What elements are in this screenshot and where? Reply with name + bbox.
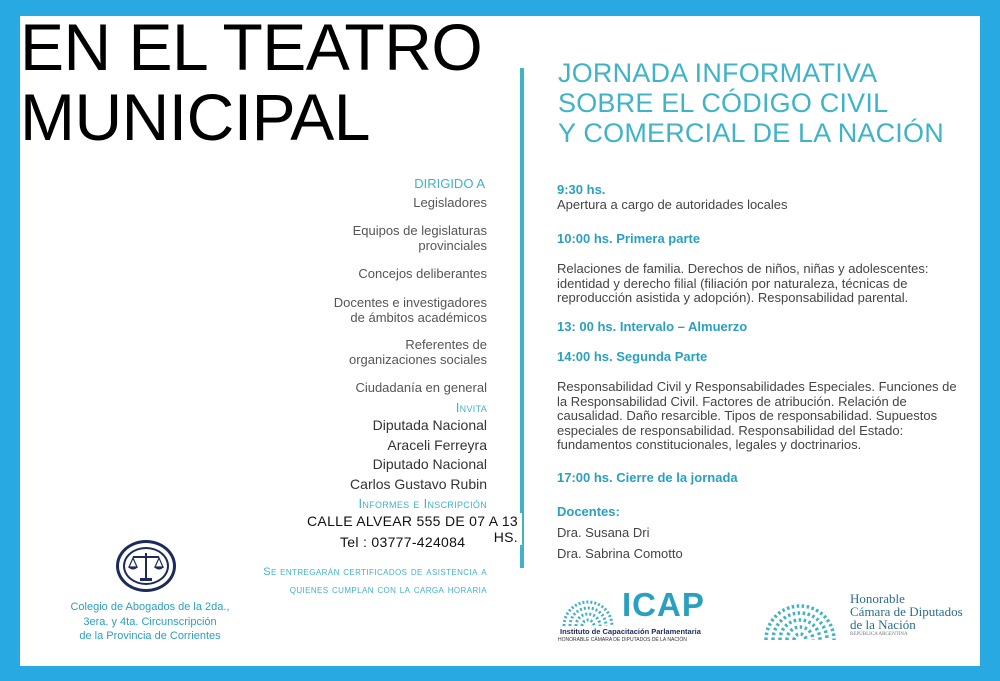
schedule-block-5 xyxy=(557,471,967,486)
audience-equipos-line-2: provinciales xyxy=(418,237,487,253)
schedule-text-2: Relaciones de familia. Derechos de niños, niñas y adolescentes: identidad y derecho filial (filiación por naturaleza, técnicas de reproducción asistida y adopción). Responsabilidad parental. xyxy=(557,261,929,305)
title-line-2: SOBRE EL CÓDIGO CIVIL xyxy=(558,88,889,118)
icap-logo xyxy=(558,584,708,646)
schedule-text-4: Responsabilidad Civil y Responsabilidades Especiales. Funciones de la Responsabilidad Civil. Factores de atribución. Relación de causalidad. Daño resarcible. Tipos de responsabilidad. Supuestos especiales de responsabilidad. Responsabilidad del Estado: fundamentos constitucionales, legales y doctrinarios. xyxy=(557,379,957,452)
docentes-heading: Docentes: xyxy=(557,504,620,519)
dirigido-item xyxy=(250,196,487,211)
invita-line-4: Carlos Gustavo Rubin xyxy=(350,475,487,492)
schedule-time-5: 17:00 hs. Cierre de la jornada xyxy=(557,470,738,485)
invita-line-3: Diputado Nacional xyxy=(372,456,487,472)
icap-arch-icon xyxy=(558,584,618,628)
schedule-block-1 xyxy=(557,183,967,212)
schedule-text-1: Apertura a cargo de autoridades locales xyxy=(557,196,788,212)
docente-2: Dra. Sabrina Comotto xyxy=(557,546,683,561)
dirigido-item xyxy=(250,338,487,367)
certificados-note xyxy=(250,563,487,599)
schedule-time-1: 9:30 hs. xyxy=(557,182,606,197)
hcd-arch-icon xyxy=(762,586,838,642)
title-line-3: Y COMERCIAL DE LA NACIÓN xyxy=(558,118,944,148)
audience-ciudadania: Ciudadanía en general xyxy=(355,380,487,395)
contact-phone xyxy=(290,534,490,550)
schedule-block-4 xyxy=(557,350,967,365)
audience-referentes-line-1: Referentes de xyxy=(405,337,487,352)
schedule-block-2 xyxy=(557,232,967,247)
certificados-line-2: quienes cumplan con la carga horaria xyxy=(289,584,487,596)
audience-referentes-line-2: organizaciones sociales xyxy=(348,351,487,367)
scales-icon xyxy=(119,543,173,589)
dirigido-item xyxy=(250,296,487,325)
docentes-section xyxy=(557,501,967,564)
audience-docentes-line-2: de ámbitos académicos xyxy=(350,309,487,325)
schedule-block-3 xyxy=(557,320,967,335)
docente-1: Dra. Susana Dri xyxy=(557,525,650,540)
audience-legisladores: Legisladores xyxy=(413,195,487,210)
divider-line xyxy=(520,68,524,568)
dirigido-heading: DIRIGIDO A xyxy=(414,176,485,191)
schedule-text-block-2 xyxy=(557,262,967,306)
event-title xyxy=(558,58,978,148)
dirigido-item xyxy=(250,267,487,282)
colegio-line-1: Colegio de Abogados de la 2da., xyxy=(70,601,230,613)
hcd-text xyxy=(850,592,963,638)
schedule-time-3: 13: 00 hs. Intervalo – Almuerzo xyxy=(557,319,748,334)
headline-line-1: EN EL TEATRO xyxy=(20,10,483,84)
icap-sub-1: Instituto de Capacitación Parlamentaria xyxy=(560,627,701,636)
hcd-line-4: REPÚBLICA ARGENTINA xyxy=(850,632,908,637)
hcd-line-2: Cámara de Diputados xyxy=(850,604,963,619)
hcd-line-1: Honorable xyxy=(850,591,905,606)
icap-name: ICAP xyxy=(622,586,705,623)
hcd-logo xyxy=(762,586,962,646)
invita-section xyxy=(250,399,487,494)
invita-heading: Invita xyxy=(455,400,487,415)
colegio-line-2: 3era. y 4ta. Circunscripción xyxy=(83,615,217,628)
audience-docentes-line-1: Docentes e investigadores xyxy=(333,295,487,310)
schedule-time-4: 14:00 hs. Segunda Parte xyxy=(557,349,708,364)
colegio-seal-logo xyxy=(116,540,176,592)
informes-heading: Informes e Inscripción xyxy=(358,496,487,511)
hcd-line-3: de la Nación xyxy=(850,617,916,632)
dirigido-item xyxy=(250,224,487,253)
schedule-time-2: 10:00 hs. Primera parte xyxy=(557,231,701,246)
dirigido-item xyxy=(250,381,487,396)
colegio-line-3: de la Provincia de Corrientes xyxy=(79,630,221,642)
invita-line-1: Diputada Nacional xyxy=(372,417,487,433)
schedule-text-block-4 xyxy=(557,380,967,453)
certificados-line-1: Se entregarán certificados de asistencia a xyxy=(263,566,487,578)
tel-label: Tel : xyxy=(340,534,368,550)
headline-line-2: MUNICIPAL xyxy=(20,80,370,154)
dirigido-section xyxy=(250,177,487,192)
icap-sub-2: HONORABLE CÁMARA DE DIPUTADOS DE LA NACIÓN xyxy=(558,637,687,643)
title-line-1: JORNADA INFORMATIVA xyxy=(558,58,878,88)
address-text: CALLE ALVEAR 555 DE 07 A 13 HS. xyxy=(307,513,518,545)
audience-equipos-line-1: Equipos de legislaturas xyxy=(352,223,487,238)
tel-number: 03777-424084 xyxy=(371,534,466,550)
audience-concejos: Concejos deliberantes xyxy=(358,266,487,281)
colegio-caption xyxy=(50,600,250,644)
informes-section xyxy=(250,497,487,512)
headline xyxy=(20,12,530,152)
invita-line-2: Araceli Ferreyra xyxy=(387,436,487,453)
